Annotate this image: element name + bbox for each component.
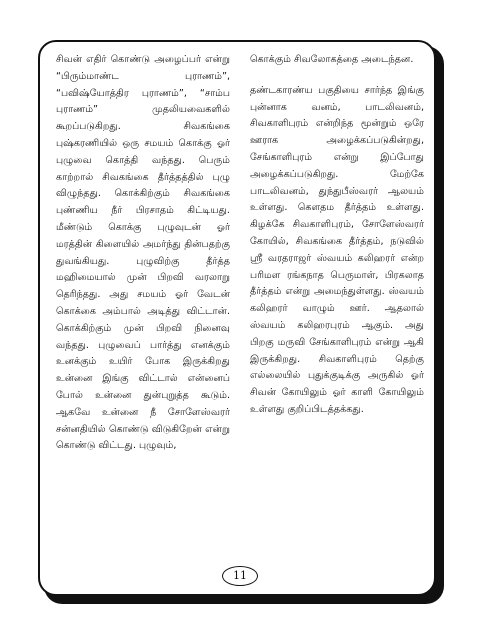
page-number: 11	[222, 566, 258, 586]
right-column	[250, 52, 424, 419]
left-column	[56, 52, 230, 455]
left-paragraph: சிவன் எதிர் கொண்டு அழைப்பர் என்று “பிரும்மாண்ட புராணம்”, “பவிஷ்யோத்திர புராணம்”, “சாம்ப புராணம்” முதலியவைகளில் கூறப்படுகிறது. சிவகங்கை புஷ்கரணியில் ஒரு சமயம் கொக்கு ஓர் புழுவை கொத்தி வந்தது. பெரும் காற்றால் சிவகங்கை தீர்த்தத்தில் புழு விழுந்தது. கொக்கிற்கும் சிவகங்கை புண்ணிய நீர் பிரசாதம் கிட்டியது. மீண்டும் கொக்கு புழுவுடன் ஓர் மரத்தின் கிளையில் அமர்ந்து தின்பதற்கு துவங்கியது. புழுவிற்கு தீர்த்த மஹிமையால் முன் பிறவி வரலாறு தெரிந்தது. அது சமயம் ஓர் வேடன் கொக்கை அம்பால் அடித்து விட்டான். கொக்கிற்கும் முன் பிறவி நினைவு வந்தது. புழுவைப் பார்த்து எனக்கும் உனக்கும் உயிர் போக இருக்கிறது உன்னை இங்கு விட்டால் என்னைப் போல் உன்னை துன்புறுத்த கூடும். ஆகவே உன்னை நீ சோளேஸ்வரர் சன்னதியில் கொண்டு விடுகிறேன் என்று கொண்டு விட்டது. புழுவும்,	[56, 54, 230, 452]
right-paragraph-2: தண்டகாரண்ய பகுதியை சார்ந்த இங்கு புன்னாக வனம், பாடலிவனம், சிவகாளிபுரம் என்றிந்த மூன்றும் ஒரே ஊராக அழைக்கப்படுகின்றது, சேங்காளிபுரம் என்று இப்போது அழைக்கப்படுகிறது. மேற்கே பாடலிவனம், துந்துபீஸ்வரர் ஆலயம் உள்ளது. கௌதம தீர்த்தம் உள்ளது. கிழக்கே சிவகாளிபுரம், சோளேஸ்வரர் கோயில், சிவகங்கை தீர்த்தம், நடுவில் ஸ்ரீ வரதராஜர் ஸ்வயம் கலிஹரர் என்ற பரிமள ரங்கநாத பெருமாள், பிரகலாத தீர்த்தம் என்று அமைந்துள்ளது. ஸ்வயம் கலிஹரர் வாழும் ஊர். ஆதலால் ஸ்வயம் கலிஹரபுரம் ஆகும். அது பிறகு மருவி சேங்காளிபுரம் என்று ஆகி இருக்கிறது. சிவகாளிபுரம் தெற்கு எல்லையில் புதுக்குடிக்கு அருகில் ஓர் சிவன் கோயிலும் ஓர் காளி கோயிலும் உள்ளது குறிப்பிடத்தக்கது.	[250, 84, 424, 415]
right-paragraph-1: கொக்கும் சிவலோகத்தை அடைந்தன.	[250, 54, 414, 65]
